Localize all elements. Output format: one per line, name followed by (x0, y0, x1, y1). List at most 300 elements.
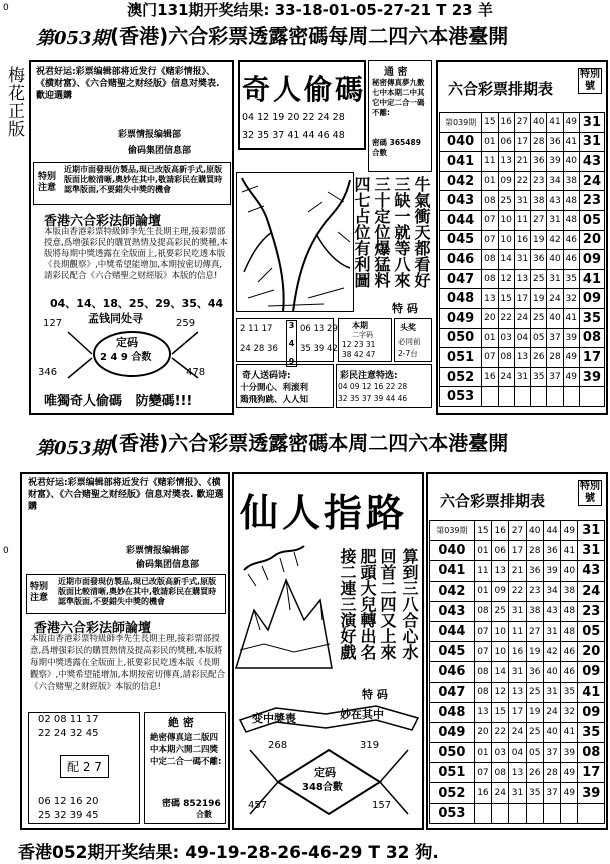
table-cell: 16 (509, 642, 526, 662)
table-row-key: 041 (440, 152, 482, 172)
table-cell: 41 (563, 308, 579, 328)
bottom-ring-num-3: 457 (248, 800, 268, 811)
table-special-cell: 31 (579, 132, 604, 152)
table-row (440, 348, 605, 368)
bottom-title: 仙人指路 (240, 490, 409, 535)
table-cell: 11 (514, 210, 530, 230)
table-cell: 40 (547, 308, 563, 328)
table-special-cell: 08 (579, 328, 604, 348)
table-cell: 35 (526, 783, 543, 803)
table-cell: 23 (526, 581, 543, 601)
table-cell: 01 (474, 541, 491, 561)
table-row-key: 052 (430, 783, 475, 803)
table-cell: 27 (531, 210, 547, 230)
table-cell: 13 (509, 682, 526, 702)
table-cell: 13 (514, 348, 530, 368)
bottom-secret-text: 絶密傳真這二版四中本期六開二四獎中定二合一碼不離: (150, 733, 222, 767)
bottom-table-title: 六合彩票排期表 (440, 492, 546, 510)
table-special-cell (578, 803, 605, 823)
table-cell: 01 (474, 581, 491, 601)
table-cell: 13 (514, 269, 530, 289)
top-tx-code: 密碼 365489 合數 (372, 138, 421, 157)
table-cell (509, 803, 526, 823)
table-cell: 41 (547, 113, 563, 133)
table-cell (474, 803, 491, 823)
table-cell: 15 (482, 113, 498, 133)
table-cell: 08 (474, 682, 491, 702)
table-cell: 20 (482, 308, 498, 328)
table-cell: 07 (482, 210, 498, 230)
table-special-cell: 31 (579, 113, 604, 133)
table-cell: 37 (543, 783, 560, 803)
table-cell: 07 (474, 642, 491, 662)
top-publisher-1: 彩票情报编辑部 (118, 130, 182, 140)
table-row-key: 043 (430, 601, 475, 621)
table-cell: 43 (547, 191, 563, 211)
bottom-poem-2: 肥頭大兒轉出名 (358, 548, 377, 660)
table-special-cell (579, 387, 604, 407)
table-special-cell: 31 (578, 541, 605, 561)
table-cell: 31 (509, 662, 526, 682)
bottom-issue: 第053期 (36, 438, 110, 459)
table-cell: 32 (561, 702, 578, 722)
top-result: 澳门131期开奖结果: 33-18-01-05-27-21 T 23 羊 (127, 1, 493, 19)
table-cell: 21 (514, 152, 530, 172)
table-cell: 31 (547, 210, 563, 230)
table-cell: 08 (482, 250, 498, 270)
table-special-cell: 08 (578, 743, 605, 763)
bottom-secret-code2: 合數 (196, 810, 212, 819)
bottom-publisher-1: 彩票情报编辑部 (126, 546, 190, 556)
table-cell: 08 (482, 191, 498, 211)
table-row (440, 250, 605, 270)
table-special-cell: 43 (579, 152, 604, 172)
top-ring-num-3: 346 (38, 367, 58, 378)
table-cell (563, 387, 579, 407)
table-cell: 11 (474, 561, 491, 581)
table-cell: 24 (514, 308, 530, 328)
top-greeting: 祝君好运:彩票编辑部将近发行《赌彩情报》、《横财富》、《六合赌聖之财经版》信息对奬表. 歡迎選購 (36, 67, 220, 101)
table-row-key: 051 (440, 348, 482, 368)
table-cell: 06 (492, 541, 509, 561)
table-row (440, 308, 605, 328)
table-cell: 24 (543, 702, 560, 722)
table-cell: 24 (547, 289, 563, 309)
table-row (430, 783, 605, 803)
top-sender-title: 奇人送码诗: (242, 371, 291, 381)
top-note-title: 彩民注意特选: (340, 371, 398, 381)
bottom-numgrid-bottom-1: 06 12 16 20 (38, 796, 99, 807)
table-cell: 35 (561, 682, 578, 702)
table-cell: 13 (492, 561, 509, 581)
table-cell: 17 (509, 541, 526, 561)
table-cell: 20 (474, 722, 491, 742)
table-cell: 22 (498, 308, 514, 328)
table-cell: 40 (526, 521, 543, 541)
table-cell: 13 (474, 702, 491, 722)
bottom-forum-title: 香港六合彩法師論壇 (34, 621, 152, 636)
top-poem-3: 三十定位爆猛料 (372, 176, 391, 288)
table-cell: 39 (547, 152, 563, 172)
top-poem-1: 牛氣衝天都看好 (412, 176, 431, 288)
table-cell: 37 (543, 743, 560, 763)
bottom-notice-text: 近期市面發現仿製品,現已改版高新手式,原版版面比較清晰,奧妙在其中,敬請彩民在購買時認準版面,不要錯失中獎的機會 (58, 577, 217, 606)
table-row (440, 113, 605, 133)
top-title-nums-2: 32 35 37 41 44 46 48 (242, 130, 345, 141)
table-cell: 01 (482, 171, 498, 191)
table-cell: 31 (514, 191, 530, 211)
top-ring-value: 2 4 9 合数 (100, 352, 152, 363)
table-cell: 19 (526, 642, 543, 662)
table-row-key: 047 (440, 269, 482, 289)
top-small-grid-mid: 3 4 9 (287, 321, 296, 366)
bottom-draw-table (429, 520, 605, 824)
table-special-cell: 24 (579, 171, 604, 191)
table-cell: 01 (474, 743, 491, 763)
table-special-cell: 35 (579, 308, 604, 328)
table-row-key: 第039期 (440, 113, 482, 133)
top-jiang-line-1: 必同前 (398, 337, 421, 346)
bottom-ring-num-4: 157 (372, 800, 392, 811)
table-row (430, 581, 605, 601)
table-row (440, 230, 605, 250)
bottom-ring-num-1: 268 (268, 740, 288, 751)
table-cell: 01 (482, 132, 498, 152)
table-cell: 12 (492, 682, 509, 702)
table-row (430, 561, 605, 581)
top-header: (香港)六合彩票透露密碼每周二四六本港臺開 (110, 24, 509, 48)
table-cell: 39 (561, 743, 578, 763)
table-row (430, 521, 605, 541)
table-cell: 22 (509, 581, 526, 601)
table-row-key: 041 (430, 561, 475, 581)
table-row (430, 541, 605, 561)
table-cell: 46 (561, 662, 578, 682)
table-row (430, 803, 605, 823)
table-cell: 19 (531, 230, 547, 250)
table-cell: 05 (526, 743, 543, 763)
table-cell: 40 (543, 722, 560, 742)
bottom-poem-1: 接二連三演好戲 (338, 548, 357, 660)
table-cell (531, 387, 547, 407)
table-row-key: 049 (440, 308, 482, 328)
table-cell: 48 (563, 210, 579, 230)
table-cell: 11 (482, 152, 498, 172)
table-special-cell: 41 (578, 682, 605, 702)
table-cell: 36 (531, 152, 547, 172)
top-poem-4: 四七占位有利圖 (352, 176, 371, 288)
top-sender-line-2: 鶏飛狗跳、人人知 (240, 395, 309, 405)
table-cell: 31 (514, 250, 530, 270)
top-benqi-label: 本期 (352, 321, 368, 330)
table-cell: 16 (482, 367, 498, 387)
table-cell: 48 (561, 601, 578, 621)
bottom-ring-value: 348合數 (302, 782, 343, 793)
table-cell: 25 (526, 682, 543, 702)
table-cell: 26 (531, 348, 547, 368)
table-special-cell: 35 (578, 722, 605, 742)
table-special-cell: 17 (578, 763, 605, 783)
table-cell: 25 (526, 722, 543, 742)
table-cell: 35 (531, 367, 547, 387)
top-jiang-label: 头奖 (400, 323, 416, 332)
table-cell: 37 (547, 328, 563, 348)
table-row-key: 046 (440, 250, 482, 270)
table-cell: 49 (561, 783, 578, 803)
table-row (440, 328, 605, 348)
table-cell: 31 (547, 269, 563, 289)
table-row-key: 044 (440, 210, 482, 230)
corner-mark: 0 (3, 3, 9, 13)
table-row-key: 053 (430, 803, 475, 823)
table-cell: 46 (561, 642, 578, 662)
table-cell: 07 (482, 348, 498, 368)
table-cell (514, 387, 530, 407)
table-cell: 40 (543, 662, 560, 682)
table-row-key: 050 (440, 328, 482, 348)
table-cell: 07 (474, 621, 491, 641)
top-ring-num-2: 259 (176, 318, 196, 329)
top-notice-label: 特别注意 (38, 172, 57, 193)
table-cell: 06 (498, 132, 514, 152)
table-cell: 17 (514, 289, 530, 309)
table-cell: 08 (482, 269, 498, 289)
table-cell: 40 (547, 250, 563, 270)
table-cell: 21 (509, 561, 526, 581)
bottom-secret-code: 密碼 852196 (162, 799, 221, 809)
table-cell: 36 (526, 561, 543, 581)
table-special-cell: 05 (578, 621, 605, 641)
table-cell: 07 (482, 230, 498, 250)
table-cell: 42 (543, 642, 560, 662)
table-cell: 22 (514, 171, 530, 191)
table-cell: 31 (543, 621, 560, 641)
table-row-key: 044 (430, 621, 475, 641)
table-cell: 48 (561, 621, 578, 641)
bottom-ribbon-1: 变中奬喪 (252, 712, 296, 725)
table-cell: 17 (514, 132, 530, 152)
bottom-publisher-2: 偷码集团信息部 (136, 560, 200, 570)
table-row (430, 662, 605, 682)
bottom-poem-3: 回首二四又上來 (378, 548, 397, 660)
table-special-cell: 24 (578, 581, 605, 601)
table-cell: 14 (498, 250, 514, 270)
bottom-result: 香港052期开奖结果: 49-19-28-26-46-29 T 32 狗. (18, 843, 439, 863)
table-row (430, 621, 605, 641)
table-row-key: 040 (440, 132, 482, 152)
table-cell: 28 (547, 348, 563, 368)
table-cell: 24 (492, 783, 509, 803)
top-poem-2: 三缺一就等八來 (392, 176, 411, 288)
table-cell: 12 (498, 269, 514, 289)
table-cell: 09 (498, 171, 514, 191)
top-bottom-slogan: 唯獨奇人偷碼 防變碼!!! (44, 394, 193, 409)
table-cell: 31 (514, 367, 530, 387)
table-special-cell: 17 (579, 348, 604, 368)
table-cell: 49 (561, 521, 578, 541)
top-small-grid-left-2: 24 28 36 (240, 344, 278, 354)
table-cell (498, 387, 514, 407)
table-special-cell: 43 (578, 561, 605, 581)
top-benqi-nums-1: 12 23 31 (342, 340, 376, 349)
table-row-key: 047 (430, 682, 475, 702)
top-benqi-nums-2: 38 42 47 (342, 350, 376, 359)
table-special-cell: 20 (579, 230, 604, 250)
table-cell: 16 (498, 113, 514, 133)
table-cell: 13 (482, 289, 498, 309)
mountain-illustration (234, 540, 334, 670)
table-cell: 27 (526, 621, 543, 641)
table-cell: 27 (509, 521, 526, 541)
bottom-header: (香港)六合彩票透露密碼本周二四六本港臺開 (110, 431, 509, 455)
table-special-cell: 20 (578, 642, 605, 662)
table-cell: 34 (543, 581, 560, 601)
table-cell: 07 (474, 763, 491, 783)
bottom-ring-num-2: 319 (360, 740, 380, 751)
table-cell: 36 (531, 250, 547, 270)
table-special-cell: 09 (578, 662, 605, 682)
top-small-grid-right-1: 06 13 29 (300, 324, 338, 334)
table-cell: 40 (561, 561, 578, 581)
bottom-corner-mark: 0 (3, 546, 9, 556)
bottom-secret-title: 絶 密 (168, 716, 194, 729)
table-cell: 46 (563, 250, 579, 270)
table-cell: 16 (492, 521, 509, 541)
table-special-cell: 31 (578, 521, 605, 541)
table-cell: 24 (498, 367, 514, 387)
table-special-cell: 09 (579, 250, 604, 270)
table-cell (543, 803, 560, 823)
top-benqi-sub: 二字码 (352, 331, 373, 339)
table-special-cell: 23 (579, 191, 604, 211)
table-special-cell: 39 (579, 367, 604, 387)
table-cell: 10 (498, 230, 514, 250)
table-row (430, 743, 605, 763)
table-row-key: 049 (430, 722, 475, 742)
table-row-key: 046 (430, 662, 475, 682)
table-cell: 25 (531, 269, 547, 289)
bottom-numgrid-mid: 配 2 7 (60, 755, 109, 778)
top-notice-text: 近期市面發現仿製品,現已改版高新手式,原版版面比較清晰,奧妙在其中,敬請彩民在購買時認準版面,不要錯失中獎的機會 (64, 165, 223, 194)
top-small-grid-left-1: 2 11 17 (240, 324, 273, 334)
table-cell: 03 (498, 328, 514, 348)
table-cell: 04 (509, 743, 526, 763)
table-cell: 38 (561, 581, 578, 601)
table-cell: 05 (531, 328, 547, 348)
table-cell: 23 (531, 171, 547, 191)
table-cell: 46 (563, 230, 579, 250)
table-cell: 41 (563, 132, 579, 152)
table-cell: 08 (474, 662, 491, 682)
table-cell: 39 (563, 328, 579, 348)
table-cell: 25 (492, 601, 509, 621)
table-row (440, 210, 605, 230)
table-cell: 48 (563, 191, 579, 211)
table-row (440, 387, 605, 407)
table-cell: 42 (547, 230, 563, 250)
table-cell: 03 (492, 743, 509, 763)
table-cell: 49 (563, 367, 579, 387)
top-sender-line-1: 十分開心、利滚利 (240, 383, 309, 393)
side-label: 梅花正版 (4, 66, 24, 138)
bottom-poem-tag: 特 码 (362, 688, 388, 701)
table-cell: 38 (563, 171, 579, 191)
table-row-key: 040 (430, 541, 475, 561)
table-cell: 41 (561, 722, 578, 742)
table-cell: 32 (563, 289, 579, 309)
table-cell: 15 (492, 702, 509, 722)
table-cell: 19 (526, 702, 543, 722)
top-tx-title: 通 密 (384, 67, 408, 78)
top-poem-tag: 特 码 (392, 302, 418, 315)
bottom-numgrid-bottom-2: 25 32 39 45 (38, 810, 99, 821)
top-issue: 第053期 (36, 28, 110, 49)
table-cell: 13 (498, 152, 514, 172)
table-row (440, 152, 605, 172)
top-draw-table (439, 112, 605, 407)
top-table-title: 六合彩票排期表 (448, 80, 554, 98)
bottom-notice-label: 特别注意 (30, 582, 49, 603)
table-cell (547, 387, 563, 407)
table-cell: 17 (509, 702, 526, 722)
table-cell: 08 (498, 348, 514, 368)
table-cell: 44 (543, 521, 560, 541)
table-special-cell: 05 (579, 210, 604, 230)
table-cell: 10 (492, 642, 509, 662)
table-row (430, 601, 605, 621)
top-tx-text: 秘密傳真夢九數七中本期二中其它中定二合一碼不離: (372, 78, 425, 117)
top-ring-num-4: 478 (186, 367, 206, 378)
table-special-cell: 39 (578, 783, 605, 803)
table-cell: 34 (547, 171, 563, 191)
table-row-key: 048 (430, 702, 475, 722)
top-title: 奇人偷碼 (242, 73, 367, 106)
table-row-key: 045 (440, 230, 482, 250)
table-cell: 43 (543, 601, 560, 621)
table-row-key: 042 (440, 171, 482, 191)
table-cell: 25 (498, 191, 514, 211)
table-cell: 39 (543, 561, 560, 581)
table-cell: 28 (543, 763, 560, 783)
top-ring-num-1: 127 (43, 318, 63, 329)
table-row (430, 763, 605, 783)
table-row-key: 第039期 (430, 521, 475, 541)
table-cell: 28 (526, 541, 543, 561)
table-cell: 11 (509, 621, 526, 641)
table-cell: 19 (531, 289, 547, 309)
table-cell: 31 (509, 601, 526, 621)
table-cell: 25 (531, 308, 547, 328)
table-row-key: 051 (430, 763, 475, 783)
table-cell (492, 803, 509, 823)
top-title-nums-1: 04 12 19 20 22 24 28 (242, 112, 345, 123)
table-cell (561, 803, 578, 823)
table-cell: 09 (492, 581, 509, 601)
table-cell: 22 (492, 722, 509, 742)
table-cell: 38 (531, 191, 547, 211)
table-cell: 10 (498, 210, 514, 230)
bottom-numgrid-top-2: 22 24 32 45 (38, 728, 99, 739)
table-cell: 08 (474, 601, 491, 621)
table-cell (526, 803, 543, 823)
table-row-key: 053 (440, 387, 482, 407)
table-cell: 40 (531, 113, 547, 133)
top-tree-frame (236, 172, 354, 312)
table-cell: 08 (492, 763, 509, 783)
bottom-forum-text: 本版由香港彩票特級師李先生長期主理,接彩票部授意,爲增强彩民的購買熱情及提高彩民的獎種,本版將每期中獎透露在全版面上,祇要彩民吃透本版《長期觀察》,中獎希望能增加,本期按密切傳真,請彩民配合《六合赌聖之财經版》本版的信息! (30, 634, 226, 692)
table-row-key: 045 (430, 642, 475, 662)
table-cell: 41 (561, 541, 578, 561)
